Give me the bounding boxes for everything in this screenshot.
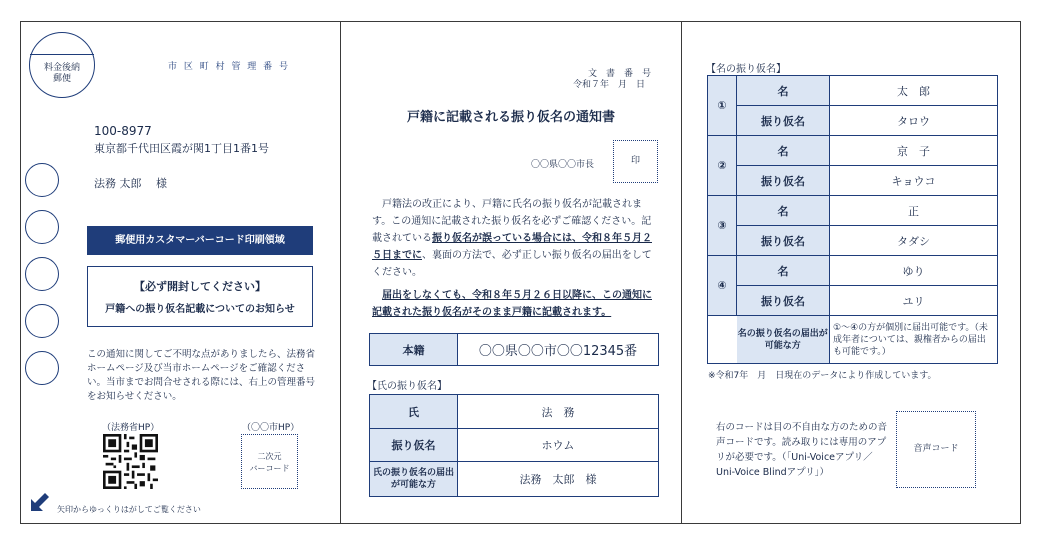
intro-paragraph [372, 196, 656, 281]
given-name-table [707, 75, 998, 364]
moj-qr-code[interactable] [103, 434, 158, 489]
row-2-furigana-label: 振り仮名 [737, 166, 830, 196]
postage-mark [29, 32, 95, 98]
punch-hole-5 [25, 351, 59, 385]
seal-box [613, 140, 658, 183]
row-4-furigana-label: 振り仮名 [737, 286, 830, 316]
data-date-note: ※令和7年 月 日現在のデータにより作成しています。 [708, 371, 937, 381]
row-3-number: ③ [708, 196, 737, 256]
city-hp-label: （〇〇市HP） [242, 423, 300, 433]
row-3-name-label: 名 [737, 196, 830, 226]
row-1-name-value: 太 郎 [830, 76, 998, 106]
postage-line-2: 郵便 [52, 74, 71, 84]
postal-code: 100-8977 [94, 124, 152, 138]
city-qr-line-2: バーコード [249, 464, 290, 473]
deadline-emphasis: 振り仮名が誤っている場合には、令和８年５月２５日までに [372, 233, 652, 261]
surname-furigana-value: ホウム [458, 429, 659, 462]
surname-section-title: 【氏の振り仮名】 [367, 381, 447, 392]
recipient-name: 法務 太郎 様 [94, 177, 167, 190]
open-notice-subtitle: 戸籍への振り仮名記載についてのお知らせ [105, 304, 295, 315]
row-4-name-label: 名 [737, 256, 830, 286]
open-notice-box [87, 266, 313, 327]
row-4-furigana-value: ユリ [830, 286, 998, 316]
row-1-furigana-value: タロウ [830, 106, 998, 136]
management-number-label: 市 区 町 村 管 理 番 号 [168, 62, 291, 72]
row-4-number: ④ [708, 256, 737, 316]
barcode-print-area [87, 226, 313, 255]
fold-line-2 [681, 21, 682, 524]
surname-eligible-label: 氏の振り仮名の届出が可能な方 [370, 462, 458, 497]
punch-hole-2 [25, 210, 59, 244]
peel-instruction: 矢印からゆっくりはがしてご覧ください [57, 505, 201, 514]
notice-title: 戸籍に記載される振り仮名の通知書 [406, 110, 615, 125]
recipient-address: 東京都千代田区霞が関1丁目1番1号 [94, 142, 269, 155]
row-3-furigana-label: 振り仮名 [737, 226, 830, 256]
given-name-eligible-label: 名の振り仮名の届出が可能な方 [737, 316, 830, 364]
punch-hole-1 [25, 163, 59, 197]
honseki-value: 〇〇県〇〇市〇〇12345番 [458, 334, 659, 366]
row-1-name-label: 名 [737, 76, 830, 106]
voice-code-label: 音声コード [913, 444, 959, 454]
postage-line-1: 料金後納 [43, 63, 80, 73]
given-name-eligible-text: ①～④の方が個別に届出可能です。（未成年者については、親権者からの届出も可能です。） [830, 316, 998, 364]
document-number-label: 文 書 番 号 [588, 69, 652, 79]
surname-label: 氏 [370, 395, 458, 429]
given-name-section-title: 【名の振り仮名】 [706, 64, 786, 75]
row-2-name-label: 名 [737, 136, 830, 166]
fold-line-1 [340, 21, 341, 524]
row-1-number: ① [708, 76, 737, 136]
document-date: 令和７年 月 日 [573, 80, 646, 90]
moj-hp-label: （法務省HP） [102, 423, 160, 433]
row-2-furigana-value: キョウコ [830, 166, 998, 196]
contact-instructions: この通知に関してご不明な点がありましたら、法務省ホームページ及び当市ホームページをご確認ください。当市までお問合せされる際には、右上の管理番号をお知らせください。 [87, 349, 316, 402]
intro-text-1: 戸籍法の改正により、戸籍に氏名の振り仮名が記載されます。この通知に記載された振り仮名を必ずご確認ください。記載されている [372, 199, 652, 244]
surname-eligible-value: 法務 太郎 様 [458, 462, 659, 497]
peel-arrow-icon[interactable] [29, 491, 51, 513]
row-2-number: ② [708, 136, 737, 196]
voice-code-box[interactable] [896, 411, 976, 488]
barcode-print-area-label: 郵便用カスタマーバーコード印刷領域 [115, 235, 285, 246]
surname-value: 法 務 [458, 395, 659, 429]
row-4-name-value: ゆり [830, 256, 998, 286]
row-2-name-value: 京 子 [830, 136, 998, 166]
honseki-table [369, 333, 659, 366]
row-3-name-value: 正 [830, 196, 998, 226]
voice-code-description: 右のコードは目の不自由な方のための音声コードです。読み取りには専用のアプリが必要です。（「Uni-Voiceアプリ／Uni-Voice Blindアプリ」） [716, 422, 888, 478]
city-qr-placeholder[interactable] [241, 434, 298, 489]
city-qr-line-1: 二次元 [257, 452, 282, 461]
surname-table [369, 394, 659, 497]
row-1-furigana-label: 振り仮名 [737, 106, 830, 136]
seal-label: 印 [630, 156, 640, 166]
honseki-label: 本籍 [370, 334, 458, 366]
surname-furigana-label: 振り仮名 [370, 429, 458, 462]
warning-paragraph: 届出をしなくても、令和８年５月２６日以降に、この通知に記載された振り仮名がそのまま戸籍に記載されます。 [372, 290, 652, 318]
intro-text-2: 、裏面の方法で、必ず正しい振り仮名の届出をしてください。 [372, 250, 652, 278]
punch-hole-4 [25, 304, 59, 338]
row-3-furigana-value: タダシ [830, 226, 998, 256]
open-notice-title: 【必ず開封してください】 [134, 280, 266, 293]
punch-hole-3 [25, 257, 59, 291]
mayor-name: 〇〇県〇〇市長 [531, 160, 595, 170]
